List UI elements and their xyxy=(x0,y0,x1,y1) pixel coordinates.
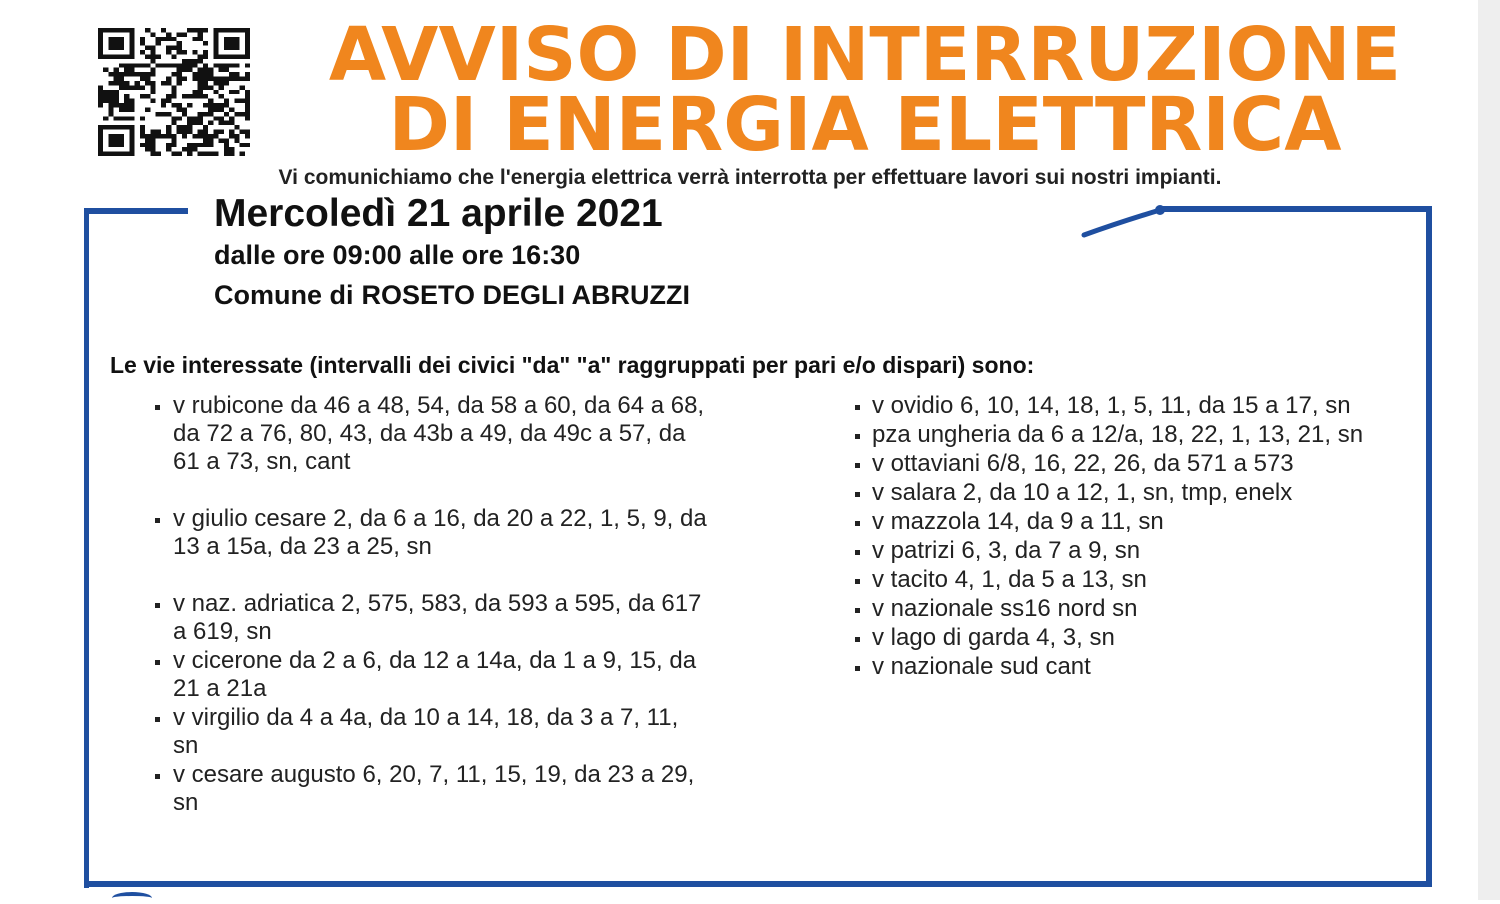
street-item: v ottaviani 6/8, 16, 22, 26, da 571 a 573 xyxy=(850,450,1420,478)
bullet-icon xyxy=(155,717,160,722)
street-list-right xyxy=(850,392,1420,682)
notice-title-line2: DI ENERGIA ELETTRICA xyxy=(388,82,1342,168)
street-item: v patrizi 6, 3, da 7 a 9, sn xyxy=(850,537,1420,565)
street-item: v ovidio 6, 10, 14, 18, 1, 5, 11, da 15 a 17, sn xyxy=(850,392,1420,420)
bullet-icon xyxy=(855,637,860,642)
outage-hours: dalle ore 09:00 alle ore 16:30 xyxy=(214,240,581,270)
frame-border-left xyxy=(84,208,89,888)
street-item: v naz. adriatica 2, 575, 583, da 593 a 595, da 617 a 619, sn xyxy=(150,590,710,646)
street-item: v nazionale sud cant xyxy=(850,653,1420,681)
frame-swoosh-decoration xyxy=(1080,204,1170,240)
bullet-icon xyxy=(855,521,860,526)
bullet-icon xyxy=(855,463,860,468)
bottom-logo-fragment xyxy=(112,892,152,904)
frame-border-bottom xyxy=(84,881,1432,887)
street-item: v tacito 4, 1, da 5 a 13, sn xyxy=(850,566,1420,594)
qr-code-icon xyxy=(98,28,250,156)
town-prefix: Comune di xyxy=(214,280,354,310)
bullet-icon xyxy=(155,774,160,779)
bullet-icon xyxy=(155,405,160,410)
street-item: v giulio cesare 2, da 6 a 16, da 20 a 22, 1, 5, 9, da 13 a 15a, da 23 a 25, sn xyxy=(150,505,710,561)
bullet-icon xyxy=(855,492,860,497)
street-item: v rubicone da 46 a 48, 54, da 58 a 60, da 64 a 68, da 72 a 76, 80, 43, da 43b a 49, da 49c a 57, da 61 a 73, sn, cant xyxy=(150,392,710,476)
street-item: v cesare augusto 6, 20, 7, 11, 15, 19, da 23 a 29, sn xyxy=(150,761,710,817)
frame-border-top-right xyxy=(1160,206,1432,212)
bullet-icon xyxy=(855,608,860,613)
bullet-icon xyxy=(855,666,860,671)
street-item: v lago di garda 4, 3, sn xyxy=(850,624,1420,652)
outage-town xyxy=(214,280,690,311)
bullet-icon xyxy=(155,518,160,523)
bullet-icon xyxy=(855,434,860,439)
street-list-left xyxy=(150,392,710,817)
street-item: pza ungheria da 6 a 12/a, 18, 22, 1, 13, 21, sn xyxy=(850,421,1420,449)
streets-intro: Le vie interessate (intervalli dei civici "da" "a" raggruppati per pari e/o dispari) sono: xyxy=(110,352,1035,378)
frame-border-top-left xyxy=(84,208,188,214)
notice-title xyxy=(250,12,1480,168)
street-item: v nazionale ss16 nord sn xyxy=(850,595,1420,623)
bullet-icon xyxy=(855,579,860,584)
notice-subtitle: Vi comunichiamo che l'energia elettrica verrà interrotta per effettuare lavori sui nostri impianti. xyxy=(278,166,1222,189)
bullet-icon xyxy=(155,660,160,665)
street-item: v cicerone da 2 a 6, da 12 a 14a, da 1 a 9, 15, da 21 a 21a xyxy=(150,647,710,703)
town-name: ROSETO DEGLI ABRUZZI xyxy=(361,280,691,310)
page-edge-shade xyxy=(1478,0,1500,900)
bullet-icon xyxy=(855,550,860,555)
bullet-icon xyxy=(155,603,160,608)
notice-title-line1: AVVISO DI INTERRUZIONE xyxy=(328,12,1402,98)
street-item: v mazzola 14, da 9 a 11, sn xyxy=(850,508,1420,536)
bullet-icon xyxy=(855,405,860,410)
street-item: v salara 2, da 10 a 12, 1, sn, tmp, enelx xyxy=(850,479,1420,507)
street-item: v virgilio da 4 a 4a, da 10 a 14, 18, da 3 a 7, 11, sn xyxy=(150,704,710,760)
frame-border-right xyxy=(1426,206,1432,887)
outage-date: Mercoledì 21 aprile 2021 xyxy=(214,192,663,235)
